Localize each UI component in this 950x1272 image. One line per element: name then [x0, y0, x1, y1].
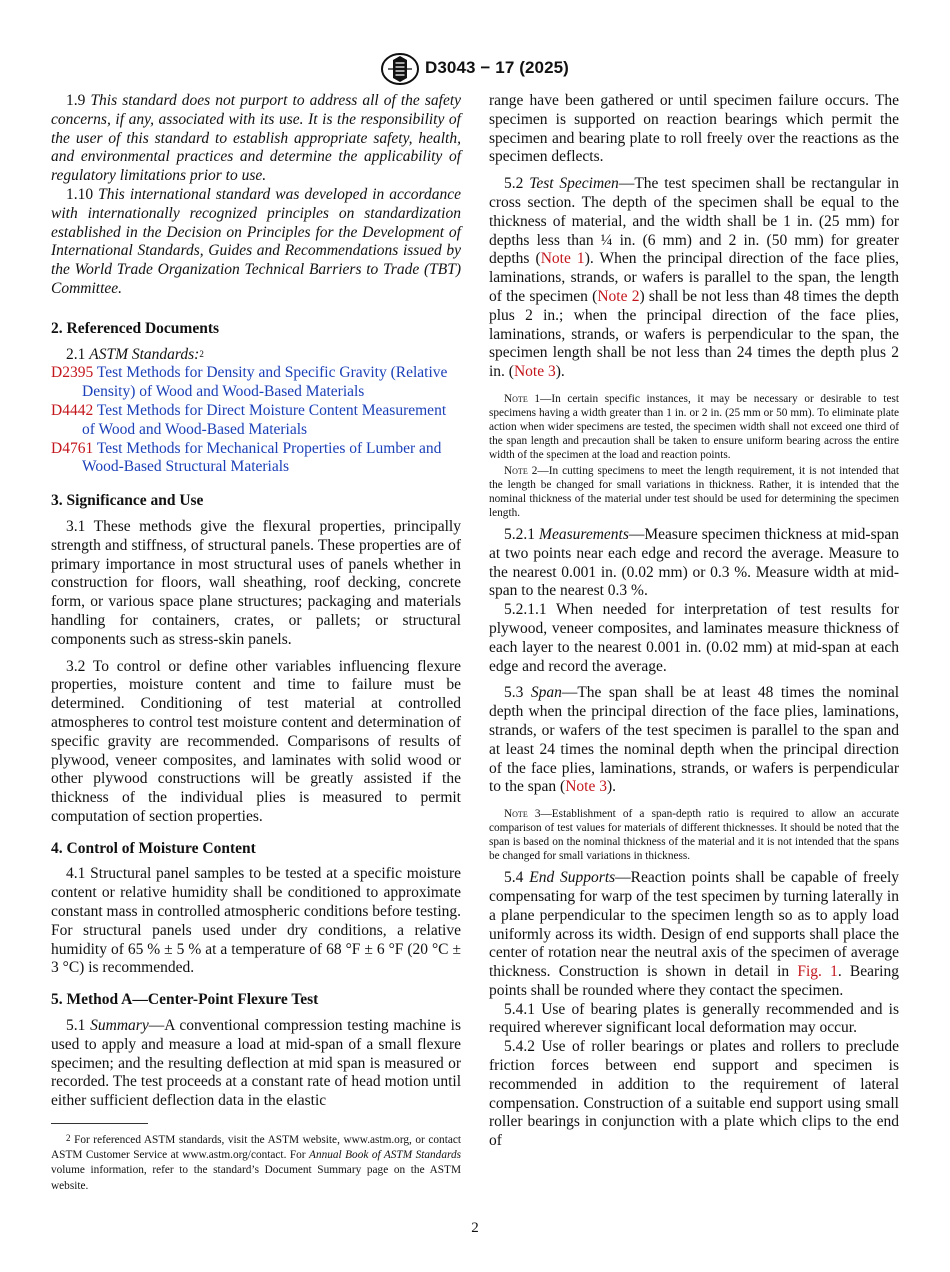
note-1-link[interactable]: Note 1 — [540, 250, 585, 268]
paragraph-5-2-1-1: 5.2.1.1 When needed for interpretation of test results for plywood, veneer composites, and laminates measure thickness of each layer to the nearest 0.001 in. (0.02 mm) at mid-span at each edge and record the average. — [489, 601, 899, 675]
para-text: This international standard was developed in accordance with internationally recognized principles on standardization established in the Decision on Principles for the Development of International Standards, Guides and Recommendations issued by the World Trade Organization Technical Barriers to Trade (TBT) Committee. — [51, 185, 461, 297]
note-text: —In cutting specimens to meet the length requirement, it is not intended that the length be changed for small variations in thickness. Rather, it is intended that the nominal thickness of the material under test should be used for determining the specimen length. — [489, 464, 900, 519]
note-label: Note 1 — [504, 392, 541, 405]
para-label: Test Specimen — [529, 175, 619, 193]
para-text: —The span shall be at least 48 times the nominal depth when the principal direction of the face plies, laminations, strands, or wafers of the test specimen is parallel to the span and at least 24 times the nominal depth when the principal direction of the face plies, laminations, strands, or wafers is perpendicular to the span ( — [489, 684, 899, 796]
para-label: Span — [530, 684, 562, 702]
reference-item[interactable] — [51, 402, 461, 440]
footnote-text: volume information, refer to the standard’s Document Summary page on the ASTM website. — [51, 1164, 461, 1192]
section-2-title: 2. Referenced Documents — [51, 319, 220, 337]
reference-item[interactable] — [51, 364, 461, 402]
para-label: End Supports — [529, 869, 616, 887]
paragraph-5-3 — [489, 684, 899, 797]
para-text: This standard does not purport to address all of the safety concerns, if any, associated with its use. It is the responsibility of the user of this standard to establish appropriate safety, health, and environmental practices and determine the applicability of regulatory limitations prior to use. — [51, 92, 462, 185]
footnote-divider — [51, 1123, 148, 1124]
section-4-title: 4. Control of Moisture Content — [51, 839, 256, 857]
ref-title[interactable]: Test Methods for Density and Specific Gravity (Relative Density) of Wood and Wood-Based Materials — [82, 364, 448, 401]
paragraph-3-2: 3.2 To control or define other variables influencing flexure properties, moisture content and time to failure must be determined. Conditioning of test material at controlled atmospheres to control test moisture content and determination of specific gravity are recommended. Comparisons of results of plywood, veneer composites, and laminates with solid wood or other plywood constructions will be greatly assisted if the thickness of the individual plies is measured to permit computation of section properties. — [51, 657, 461, 825]
ref-code[interactable]: D2395 — [51, 364, 94, 382]
para-number: 5.2 — [504, 175, 524, 193]
note-label: Note 2 — [504, 464, 538, 477]
para-text: —Reaction points shall be capable of freely compensating for warp of the test specimen by turning laterally in a plane perpendicular to the specimen length so as to apply load uniformly across its width. Design of end supports shall place the center of rotation near the neutral axis of the specimen of average thickness. Construction is shown in detail in — [489, 869, 900, 981]
note-label: Note 3 — [504, 808, 541, 821]
standard-designation: D3043 − 17 (2025) — [425, 58, 569, 77]
para-number: 5.4 — [504, 869, 524, 887]
paragraph-2-1 — [51, 346, 461, 365]
paragraph-3-1: 3.1 These methods give the flexural properties, principally strength and stiffness, of structural panels. These properties are of primary importance in most structural uses of panels whether in construction for floors, wall sheathing, roof decking, concrete form, or various space plane structures; packaging and materials handling for containers, crates, or pallets; or structural components such as stress-skin panels. — [51, 517, 461, 648]
paragraph-4-1: 4.1 Structural panel samples to be tested at a specific moisture content or relative humidity shall be conditioned to approximate constant mass in controlled atmospheric conditions before testing. For structural panels used under dry conditions, a relative humidity of 65 % ± 5 % at a temperature of 68 °F ± 6 °F (20 °C ± 3 °C) is recommended. — [51, 865, 461, 977]
para-number: 2.1 — [66, 345, 86, 363]
para-label: Summary — [90, 1017, 149, 1035]
paragraph-1-10 — [51, 186, 461, 299]
para-number: 1.9 — [66, 92, 86, 109]
note-text: —Establishment of a span-depth ratio is required to allow an accurate comparison of test values for materials of different thicknesses. It should be noted that the span is based on the nominal thickness of the material and it is not intended that the spans be changed for small variations in thickness. — [489, 808, 899, 863]
para-text: —Measure specimen thickness at mid-span at two points near each edge and record the average. Measure to the nearest 0.001 in. (0.02 mm) or 0.3 %. Measure width at mid-span to the nearest 0.3 %. — [489, 525, 899, 600]
para-label: Measurements — [539, 525, 629, 543]
astm-logo-icon — [380, 52, 420, 86]
page-number: 2 — [471, 1220, 479, 1236]
section-3-title: 3. Significance and Use — [51, 492, 204, 510]
para-number: 5.2.1 — [504, 525, 535, 543]
para-text: —A conventional compression testing machine is used to apply and measure a load at mid-span of a small flexure specimen; and the resulting deflection at mid span is measured or recorded. The test proceeds at a constant rate of head motion until either sufficient deflection data in the elastic — [51, 1017, 462, 1110]
para-text: ). — [606, 778, 617, 796]
para-number: 1.10 — [66, 185, 94, 203]
paragraph-5-2-1 — [489, 526, 899, 601]
note-3-link[interactable]: Note 3 — [565, 778, 607, 796]
para-text: ). — [555, 363, 565, 381]
note-3-block — [489, 807, 899, 863]
note-3 — [489, 807, 899, 863]
footnote-marker: 2 — [66, 1133, 71, 1143]
footnote-2 — [51, 1133, 461, 1194]
paragraph-5-2 — [489, 175, 899, 382]
page-header — [0, 52, 950, 88]
para-number: 5.1 — [66, 1017, 86, 1035]
ref-title[interactable]: Test Methods for Mechanical Properties of Lumber and Wood-Based Structural Materials — [82, 439, 442, 476]
paragraph-5-4-1: 5.4.1 Use of bearing plates is generally recommended and is required wherever significant local deformation may occur. — [489, 1000, 899, 1037]
reference-list — [51, 364, 461, 477]
para-text: ASTM Standards: — [89, 345, 200, 363]
section-5-title: 5. Method A—Center-Point Flexure Test — [51, 991, 319, 1009]
paragraph-5-4 — [489, 869, 899, 1001]
ref-code[interactable]: D4442 — [51, 401, 94, 419]
paragraph-1-9 — [51, 92, 461, 186]
ref-code[interactable]: D4761 — [51, 439, 94, 457]
reference-item[interactable] — [51, 440, 461, 478]
note-3-link[interactable]: Note 3 — [513, 363, 556, 381]
para-text: ). When the principal direction of the face plies, laminations, strands, or wafers is parallel to the span, the length of the specimen ( — [489, 250, 899, 305]
note-text: —In certain specific instances, it may be necessary or desirable to test specimens having a width greater than 1 in. or 2 in. (25 mm or 50 mm). To eliminate plate action when wider specimens are tested, the specimen width shall not exceed one third of the span length and precaution shall be taken to ensure uniform bearing across the entire width of the specimen at the load and reaction points. — [489, 392, 899, 461]
footnote-text: For referenced ASTM standards, visit the ASTM website, www.astm.org, or contact ASTM Customer Service at www.astm.org/contact. For — [51, 1134, 461, 1162]
para-text: ) shall be not less than 48 times the depth plus 2 in.; when the principal direction of the face plies, laminations, strands, or wafers is perpendicular to the span, the specimen length shall be not less than 24 times the depth plus 2 in. ( — [489, 287, 899, 381]
figure-1-link[interactable]: Fig. 1 — [797, 963, 838, 981]
ref-title[interactable]: Test Methods for Direct Moisture Content Measurement of Wood and Wood-Based Materials — [82, 401, 447, 438]
right-column — [489, 92, 899, 1151]
paragraph-5-1 — [51, 1017, 461, 1111]
note-2-link[interactable]: Note 2 — [597, 287, 640, 305]
note-2 — [489, 464, 899, 520]
para-number: 5.3 — [504, 684, 524, 702]
note-1 — [489, 392, 899, 462]
notes-1-2 — [489, 392, 899, 520]
paragraph-5-4-2: 5.4.2 Use of roller bearings or plates and rollers to preclude friction forces between end support and specimen is recommended in addition to the requirement of lateral compensation. Construction of a suitable end support using small roller bearings in conjunction with a plate which clips to the end of — [489, 1038, 899, 1150]
paragraph-continued: range have been gathered or until specimen failure occurs. The specimen is supported on reaction bearings which permit the specimen and bearing plate to roll freely over the reactions as the specimen deflects. — [489, 92, 899, 166]
para-text: . Bearing points shall be rounded where they contact the specimen. — [489, 963, 899, 999]
left-column — [51, 92, 461, 1111]
para-text: —The test specimen shall be rectangular in cross section. The depth of the specimen shall be equal to the thickness of material, and the width shall be 1 in. (25 mm) for depths less than ¼ in. (6 mm) and 2 in. (50 mm) for greater depths ( — [489, 175, 899, 268]
footnote-italic: Annual Book of ASTM Standards — [309, 1149, 462, 1162]
footnote-ref[interactable]: 2 — [199, 348, 204, 359]
